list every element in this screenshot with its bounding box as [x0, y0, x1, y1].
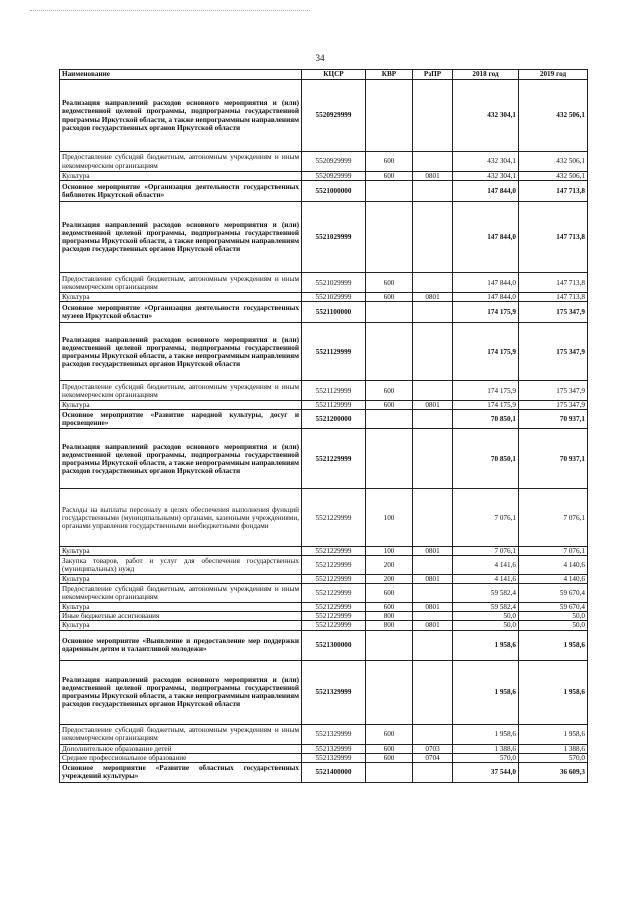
table-row: [60, 80, 588, 152]
row-kcsr: 5521229999: [302, 621, 366, 630]
row-rzpr: 0704: [413, 753, 453, 762]
table-row: [60, 547, 588, 556]
row-value-2019: 175 347,9: [519, 381, 588, 401]
row-name: Реализация направлений расходов основного мероприятия и (или) ведомственной целевой программы, подпрограммы государственной программы Иркутской области, а также непрограммным направлениям расходов государственных органов Иркутской области: [60, 429, 302, 489]
row-kvr: 600: [366, 293, 413, 302]
row-value-2019: 147 713,8: [519, 293, 588, 302]
row-rzpr: 0801: [413, 401, 453, 410]
table-row: [60, 612, 588, 621]
row-kcsr: 5521229999: [302, 603, 366, 612]
table-row: [60, 202, 588, 273]
row-name: Культура: [60, 575, 302, 584]
row-name: Предоставление субсидий бюджетным, автономным учреждениям и иным некоммерческим организациям: [60, 152, 302, 172]
table-row: [60, 152, 588, 172]
row-value-2018: 37 544,0: [453, 762, 519, 782]
row-value-2018: 570,0: [453, 753, 519, 762]
row-value-2018: 70 850,1: [453, 410, 519, 429]
row-kcsr: 5521029999: [302, 273, 366, 293]
row-kcsr: 5521029999: [302, 202, 366, 273]
row-kvr: 600: [366, 172, 413, 181]
table-header: [60, 70, 588, 80]
table-row: [60, 401, 588, 410]
row-kcsr: 5521129999: [302, 381, 366, 401]
row-name: Предоставление субсидий бюджетным, автономным учреждениям и иным некоммерческим организациям: [60, 381, 302, 401]
row-rzpr: [413, 152, 453, 172]
row-name: Культура: [60, 401, 302, 410]
row-rzpr: [413, 762, 453, 782]
table-row: [60, 429, 588, 489]
row-kcsr: 5521229999: [302, 575, 366, 584]
row-kvr: [366, 429, 413, 489]
table-row: [60, 273, 588, 293]
row-rzpr: [413, 489, 453, 547]
row-name: Основное мероприятие «Выявление и предоставление мер поддержки одаренным детям и талантливой молодежи»: [60, 630, 302, 660]
row-kcsr: 5520929999: [302, 172, 366, 181]
row-rzpr: [413, 273, 453, 293]
header-name: Наименование: [60, 70, 302, 80]
row-name: Реализация направлений расходов основного мероприятия и (или) ведомственной целевой программы, подпрограммы государственной программы Иркутской области, а также непрограммным направлениям расходов государственных органов Иркутской области: [60, 80, 302, 152]
row-kvr: 100: [366, 489, 413, 547]
header-rzpr: РзПР: [413, 70, 453, 80]
row-value-2018: 174 175,9: [453, 302, 519, 323]
row-value-2019: 432 506,1: [519, 172, 588, 181]
row-value-2019: 1 388,6: [519, 744, 588, 753]
row-name: Предоставление субсидий бюджетным, автономным учреждениям и иным некоммерческим организациям: [60, 724, 302, 744]
row-name: Дополнительное образование детей: [60, 744, 302, 753]
row-value-2018: 432 304,1: [453, 152, 519, 172]
row-kcsr: 5521329999: [302, 753, 366, 762]
row-rzpr: [413, 381, 453, 401]
row-rzpr: [413, 181, 453, 202]
row-value-2019: 175 347,9: [519, 401, 588, 410]
row-value-2019: 1 958,6: [519, 724, 588, 744]
row-value-2019: 7 076,1: [519, 489, 588, 547]
row-rzpr: 0801: [413, 621, 453, 630]
row-value-2018: 4 141,6: [453, 575, 519, 584]
row-rzpr: 0801: [413, 172, 453, 181]
row-value-2018: 1 958,6: [453, 630, 519, 660]
row-rzpr: [413, 202, 453, 273]
table-row: [60, 181, 588, 202]
table-body: [60, 80, 588, 783]
table-row: [60, 762, 588, 782]
row-kvr: 200: [366, 556, 413, 575]
row-kcsr: 5521300000: [302, 630, 366, 660]
table-row: [60, 410, 588, 429]
row-name: Культура: [60, 603, 302, 612]
row-kvr: 200: [366, 575, 413, 584]
table-row: [60, 172, 588, 181]
row-kcsr: 5521229999: [302, 489, 366, 547]
table-row: [60, 575, 588, 584]
table-row: [60, 660, 588, 724]
row-kcsr: 5521229999: [302, 556, 366, 575]
row-rzpr: [413, 410, 453, 429]
row-name: Основное мероприятие «Организация деятельности государственных музеев Иркутской области»: [60, 302, 302, 323]
table-row: [60, 556, 588, 575]
row-kcsr: 5520929999: [302, 80, 366, 152]
row-kvr: 600: [366, 753, 413, 762]
row-rzpr: [413, 660, 453, 724]
table-row: [60, 724, 588, 744]
row-name: Предоставление субсидий бюджетным, автономным учреждениям и иным некоммерческим организациям: [60, 584, 302, 603]
row-value-2019: 432 506,1: [519, 152, 588, 172]
row-value-2018: 4 141,6: [453, 556, 519, 575]
row-value-2018: 70 850,1: [453, 429, 519, 489]
row-kvr: 800: [366, 612, 413, 621]
header-2019: 2019 год: [519, 70, 588, 80]
row-value-2019: 36 609,3: [519, 762, 588, 782]
row-name: Иные бюджетные ассигнования: [60, 612, 302, 621]
row-kvr: 600: [366, 584, 413, 603]
header-2018: 2018 год: [453, 70, 519, 80]
table-row: [60, 293, 588, 302]
row-rzpr: [413, 429, 453, 489]
row-value-2018: 432 304,1: [453, 80, 519, 152]
row-kvr: 600: [366, 152, 413, 172]
row-value-2018: 174 175,9: [453, 323, 519, 381]
row-kvr: [366, 202, 413, 273]
row-value-2018: 147 844,0: [453, 181, 519, 202]
header-kcsr: КЦСР: [302, 70, 366, 80]
table-row: [60, 381, 588, 401]
row-value-2019: 7 076,1: [519, 547, 588, 556]
row-value-2019: 175 347,9: [519, 302, 588, 323]
row-value-2019: 175 347,9: [519, 323, 588, 381]
row-value-2019: 432 506,1: [519, 80, 588, 152]
row-kcsr: 5521329999: [302, 724, 366, 744]
row-kcsr: 5521229999: [302, 429, 366, 489]
row-rzpr: [413, 612, 453, 621]
budget-table: [59, 69, 588, 783]
row-name: Культура: [60, 172, 302, 181]
row-rzpr: 0801: [413, 293, 453, 302]
row-kcsr: 5521329999: [302, 660, 366, 724]
table-row: [60, 323, 588, 381]
row-name: Основное мероприятие «Организация деятельности государственных библиотек Иркутской области»: [60, 181, 302, 202]
row-kvr: 100: [366, 547, 413, 556]
row-value-2018: 7 076,1: [453, 547, 519, 556]
row-value-2019: 50,0: [519, 612, 588, 621]
row-value-2019: 570,0: [519, 753, 588, 762]
row-value-2019: 147 713,8: [519, 181, 588, 202]
row-value-2018: 147 844,0: [453, 273, 519, 293]
row-kvr: [366, 630, 413, 660]
row-kcsr: 5521229999: [302, 612, 366, 621]
table-row: [60, 489, 588, 547]
row-rzpr: 0801: [413, 575, 453, 584]
row-rzpr: [413, 630, 453, 660]
row-kvr: 600: [366, 273, 413, 293]
row-value-2019: 4 140,6: [519, 575, 588, 584]
row-rzpr: 0801: [413, 547, 453, 556]
row-value-2019: 70 937,1: [519, 429, 588, 489]
row-kvr: [366, 323, 413, 381]
row-value-2018: 7 076,1: [453, 489, 519, 547]
row-rzpr: [413, 302, 453, 323]
row-value-2019: 4 140,6: [519, 556, 588, 575]
row-kcsr: 5521229999: [302, 584, 366, 603]
row-name: Закупка товаров, работ и услуг для обеспечения государственных (муниципальных) нужд: [60, 556, 302, 575]
row-kvr: 600: [366, 401, 413, 410]
row-value-2018: 59 582,4: [453, 584, 519, 603]
row-rzpr: [413, 80, 453, 152]
row-kvr: [366, 660, 413, 724]
row-rzpr: [413, 584, 453, 603]
row-name: Реализация направлений расходов основного мероприятия и (или) ведомственной целевой программы, подпрограммы государственной программы Иркутской области, а также непрограммным направлениям расходов государственных органов Иркутской области: [60, 323, 302, 381]
row-kcsr: 5521229999: [302, 547, 366, 556]
row-name: Реализация направлений расходов основного мероприятия и (или) ведомственной целевой программы, подпрограммы государственной программы Иркутской области, а также непрограммным направлениям расходов государственных органов Иркутской области: [60, 202, 302, 273]
row-value-2019: 50,0: [519, 621, 588, 630]
row-kvr: [366, 181, 413, 202]
row-value-2019: 59 670,4: [519, 584, 588, 603]
row-kcsr: 5521200000: [302, 410, 366, 429]
row-kcsr: 5520929999: [302, 152, 366, 172]
table-row: [60, 302, 588, 323]
row-name: Среднее профессиональное образование: [60, 753, 302, 762]
row-kcsr: 5521329999: [302, 744, 366, 753]
header-kvr: КВР: [366, 70, 413, 80]
row-name: Предоставление субсидий бюджетным, автономным учреждениям и иным некоммерческим организациям: [60, 273, 302, 293]
row-value-2018: 1 388,6: [453, 744, 519, 753]
row-kvr: [366, 302, 413, 323]
row-rzpr: 0801: [413, 603, 453, 612]
row-value-2019: 1 958,6: [519, 630, 588, 660]
row-value-2018: 147 844,0: [453, 202, 519, 273]
row-kvr: 600: [366, 603, 413, 612]
row-rzpr: [413, 556, 453, 575]
row-name: Основное мероприятие «Развитие народной культуры, досуг и просвещение»: [60, 410, 302, 429]
row-value-2018: 147 844,0: [453, 293, 519, 302]
row-kcsr: 5521029999: [302, 293, 366, 302]
row-kcsr: 5521400000: [302, 762, 366, 782]
row-kcsr: 5521100000: [302, 302, 366, 323]
table-row: [60, 621, 588, 630]
row-value-2018: 50,0: [453, 612, 519, 621]
row-name: Культура: [60, 547, 302, 556]
row-rzpr: 0703: [413, 744, 453, 753]
row-value-2018: 59 582,4: [453, 603, 519, 612]
table-row: [60, 603, 588, 612]
row-kvr: 800: [366, 621, 413, 630]
row-value-2018: 50,0: [453, 621, 519, 630]
row-kvr: 600: [366, 724, 413, 744]
row-kcsr: 5521129999: [302, 401, 366, 410]
row-value-2018: 174 175,9: [453, 381, 519, 401]
row-name: Культура: [60, 293, 302, 302]
row-kvr: [366, 410, 413, 429]
table-row: [60, 630, 588, 660]
row-value-2018: 1 958,6: [453, 660, 519, 724]
row-name: Расходы на выплаты персоналу в целях обеспечения выполнения функций государственными (муниципальными) органами, казенными учреждениями, органами управления государственными внебюджетными фондами: [60, 489, 302, 547]
row-name: Реализация направлений расходов основного мероприятия и (или) ведомственной целевой программы, подпрограммы государственной программы Иркутской области, а также непрограммным направлениям расходов государственных органов Иркутской области: [60, 660, 302, 724]
row-rzpr: [413, 724, 453, 744]
table-row: [60, 753, 588, 762]
row-kvr: 600: [366, 744, 413, 753]
row-value-2019: 147 713,8: [519, 202, 588, 273]
row-name: Культура: [60, 621, 302, 630]
page-number: 34: [315, 53, 325, 63]
table-row: [60, 584, 588, 603]
row-value-2019: 59 670,4: [519, 603, 588, 612]
table-row: [60, 744, 588, 753]
row-value-2019: 147 713,8: [519, 273, 588, 293]
row-rzpr: [413, 323, 453, 381]
row-value-2019: 70 937,1: [519, 410, 588, 429]
row-kcsr: 5521000000: [302, 181, 366, 202]
row-value-2018: 174 175,9: [453, 401, 519, 410]
row-kcsr: 5521129999: [302, 323, 366, 381]
row-value-2018: 1 958,6: [453, 724, 519, 744]
row-value-2018: 432 304,1: [453, 172, 519, 181]
row-value-2019: 1 958,6: [519, 660, 588, 724]
row-kvr: 600: [366, 381, 413, 401]
row-name: Основное мероприятие «Развитие областных государственных учреждений культуры»: [60, 762, 302, 782]
row-kvr: [366, 762, 413, 782]
row-kvr: [366, 80, 413, 152]
scan-top-line: [30, 10, 310, 11]
